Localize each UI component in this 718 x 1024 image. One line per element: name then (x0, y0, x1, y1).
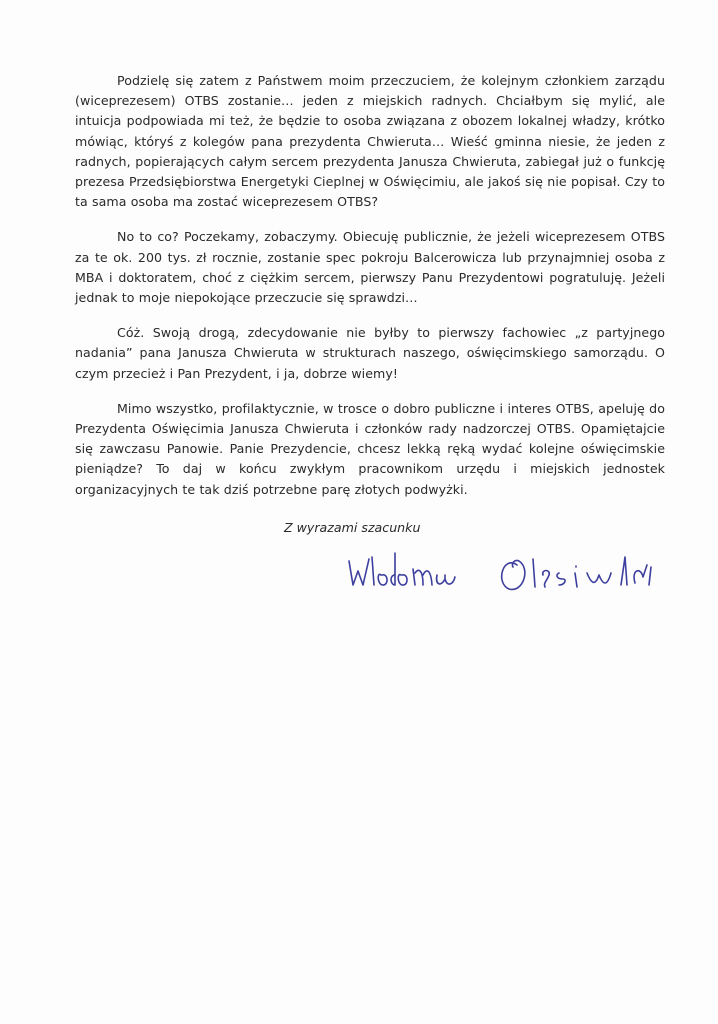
handwritten-signature (345, 545, 675, 605)
paragraph-4: Mimo wszystko, profilaktycznie, w trosce o dobro publiczne i interes OTBS, apeluję do Prezydenta Oświęcimia Janusza Chwieruta i członków rady nadzorczej OTBS. Opamiętajcie się zawczasu Panowie. Panie Prezydencie, chcesz lekką ręką wydać kolejne oświęcimskie pieniądze? To daj w końcu zwykłym pracownikom urzędu i miejskich jednostek organizacyjnych te tak dziś potrzebne parę złotych podwyżki. (75, 400, 665, 497)
paragraph-3: Cóż. Swoją drogą, zdecydowanie nie byłby to pierwszy fachowiec „z partyjnego nadania” pana Janusza Chwieruta w strukturach naszego, oświęcimskiego samorządu. O czym przecież i Pan Prezydent, i ja, dobrze wiemy! (75, 325, 665, 381)
closing-line: Z wyrazami szacunku (284, 520, 421, 535)
paragraph-2: No to co? Poczekamy, zobaczymy. Obiecuję publicznie, że jeżeli wiceprezesem OTBS za te ok. 200 tys. zł rocznie, zostanie spec pokroju Balcerowicza lub przynajmniej osoba z MBA i doktoratem, choć z ciężkim sercem, pierwszy Panu Prezydentowi pogratuluję. Jeżeli jednak to moje niepokojące przeczucie się sprawdzi… (75, 229, 665, 306)
letter-body (75, 71, 665, 515)
paragraph-1: Podzielę się zatem z Państwem moim przeczuciem, że kolejnym członkiem zarządu (wiceprezesem) OTBS zostanie… jeden z miejskich radnych. Chciałbym się mylić, ale intuicja podpowiada mi też, że będzie to osoba związana z obozem lokalnej władzy, krótko mówiąc, któryś z kolegów pana prezydenta Chwieruta… Wieść gminna niesie, że jeden z radnych, popierających całym sercem prezydenta Janusza Chwieruta, zabiegał już o funkcję prezesa Przedsiębiorstwa Energetyki Cieplnej w Oświęcimiu, ale jakoś się nie popisał. Czy to ta sama osoba ma zostać wiceprezesem OTBS? (75, 73, 665, 210)
